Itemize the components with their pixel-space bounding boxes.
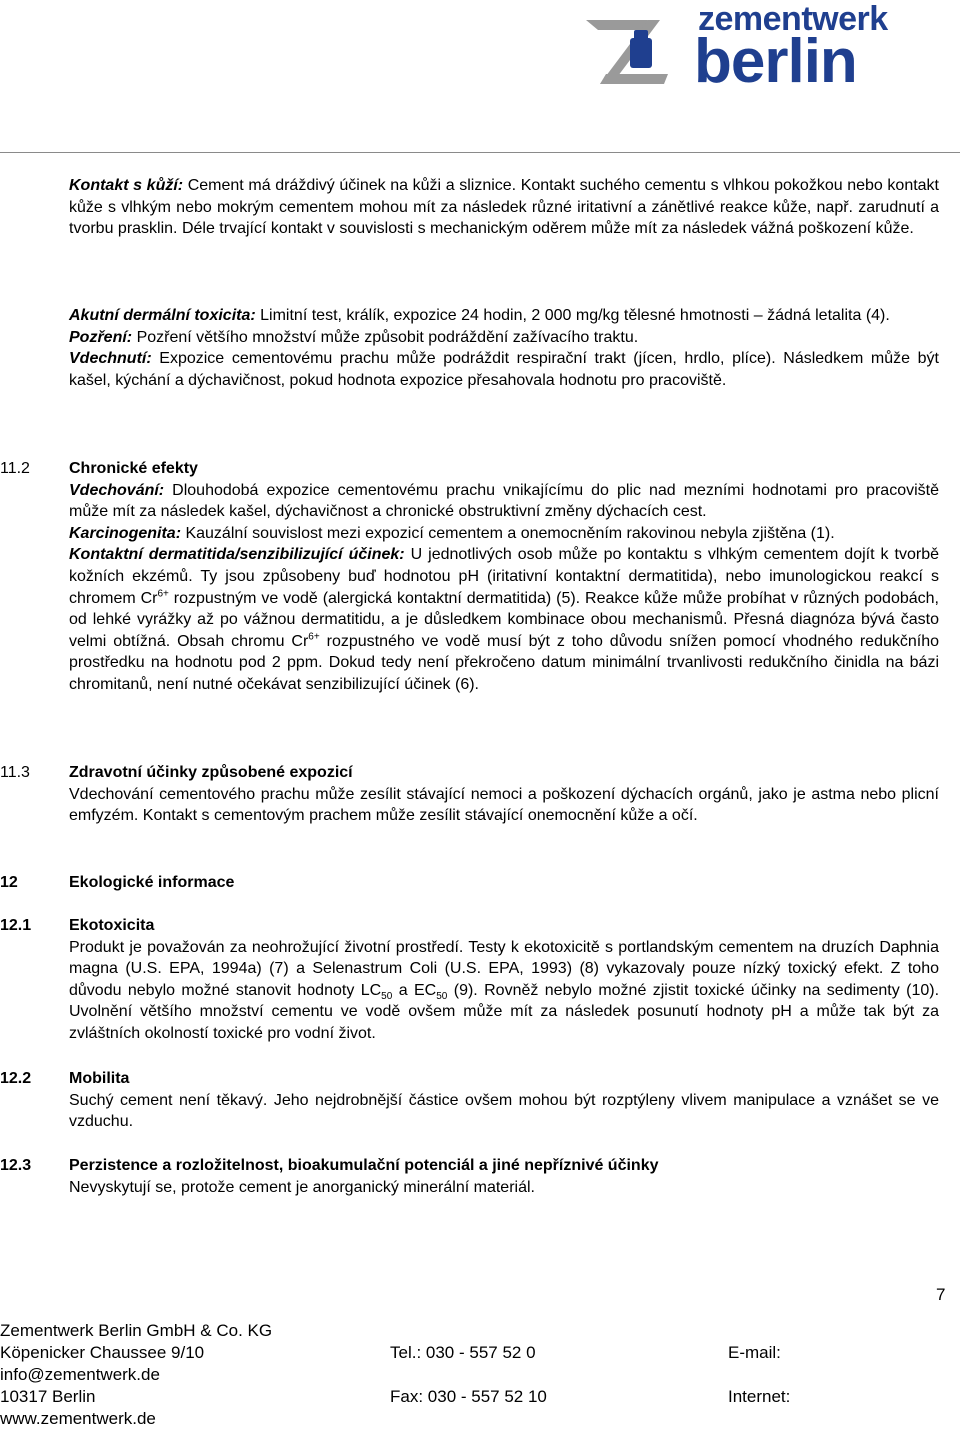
section-number-11-3: 11.3: [0, 764, 30, 781]
section-12-3: [0, 1155, 939, 1198]
superscript-6plus: 6+: [308, 631, 320, 643]
logo-text-zementwerk: zementwerk: [698, 0, 888, 38]
footer-city: 10317 Berlin: [0, 1387, 96, 1406]
text-vdechovani: Dlouhodobá expozice cementovému prachu vnikajícímu do plic nad mezními hodnotami pro pracoviště může mít za následek kašel, dýchavičnost a chronické obstruktivní změny dýchacích cest.: [69, 481, 939, 521]
heading-perzistence: Perzistence a rozložitelnost, bioakumulační potenciál a jiné nepříznivé účinky: [69, 1157, 659, 1174]
heading-zdravotni-ucinky: Zdravotní účinky způsobené expozicí: [69, 764, 353, 781]
text-kontakt-s-kuzi: Cement má dráždivý účinek na kůži a sliznice. Kontakt suchého cementu s vlhkou pokožkou nebo kontakt kůže s vlhkým nebo mokrým cementem mohou mít za následek různé iritativní a zánětlivé reakce kůže, např. zarudnutí a tvorbu prasklin. Déle trvající kontakt v souvislosti s mechanickým oděrem může mít za následek vážná poškození kůže.: [69, 177, 940, 238]
text-vdechnuti: Expozice cementovému prachu může podráždit respirační trakt (jícen, hrdlo, plíce). Následkem může být kašel, kýchání a dýchavičnost, pokud hodnota expozice přesahovala hodnotu pro pracoviště.: [69, 350, 939, 389]
footer-email-label: E-mail:: [728, 1343, 781, 1362]
subscript-50: 50: [436, 990, 448, 1002]
header-divider: [0, 152, 960, 153]
label-akutni-toxicita: Akutní dermální toxicita:: [69, 307, 256, 324]
heading-chronicke-efekty: Chronické efekty: [69, 460, 198, 477]
footer-web-link[interactable]: www.zementwerk.de: [0, 1409, 156, 1428]
section-number-12-3: 12.3: [0, 1157, 32, 1174]
label-vdechovani: Vdechování:: [69, 481, 165, 499]
section-11-3: [0, 762, 939, 827]
company-logo: [578, 0, 938, 96]
label-dermatitida: Kontaktní dermatitida/senzibilizující účinek:: [69, 546, 405, 564]
subscript-50: 50: [381, 990, 393, 1002]
footer-company: Zementwerk Berlin GmbH & Co. KG: [0, 1321, 273, 1340]
text-zdravotni-ucinky: Vdechování cementového prachu může zesílit stávající nemoci a poškození dýchacích orgánů, jako je astma nebo plicní emfyzém. Kontakt s cementovým prachem může zesílit stávající onemocnění kůže a očí.: [69, 785, 939, 825]
text-mobilita: Suchý cement není těkavý. Jeho nejdrobnější částice ovšem mohou být rozptýleny vlivem manipulace a vznášet se ve vzduchu.: [69, 1091, 939, 1131]
logo-text-berlin: berlin: [694, 27, 857, 96]
section-12: [0, 872, 939, 894]
label-pozreni: Pozření:: [69, 328, 133, 346]
section-number-12-2: 12.2: [0, 1070, 32, 1087]
heading-ekotoxicita: Ekotoxicita: [69, 917, 155, 934]
text-ekotoxicita-1: Produkt je považován za neohrožující životní prostředí. Testy k ekotoxicitě s portlandským cementem na druzích Daphnia magna (U.S. EPA, 1994a) (7) a Selenastrum Coli (U.S. EPA, 1993) (8) vykazovaly pouze nízký toxický efekt. Z toho důvodu nebylo možné stanovit hodnoty LC: [69, 938, 939, 999]
footer-internet-label: Internet:: [728, 1387, 791, 1406]
section-kontakt-s-kuzi: [69, 175, 939, 240]
footer-tel: Tel.: 030 - 557 52 0: [390, 1343, 536, 1362]
footer-email-link[interactable]: info@zementwerk.de: [0, 1365, 160, 1384]
label-karcinogenita: Karcinogenita:: [69, 524, 182, 542]
text-dermatitida-2: rozpustným ve vodě (alergická kontaktní dermatitida) (5). Reakce kůže může probíhat v různých podobách, od lehké vyrážky až po vážnou dermatitidu, a je důsledkem kombinace obou mechanismů. Přesná diagnóza bývá často velmi obtížná. Obsah chromu Cr: [69, 589, 939, 650]
footer-street: Köpenicker Chaussee 9/10: [0, 1343, 205, 1362]
text-dermatitida-1: U jednotlivých osob může po kontaktu s vlhkým cementem dojít k tvorbě kožních ekzémů. Ty jsou způsobeny buď hodnotou pH (iritativní kontaktní dermatitida), nebo imunologickou reakcí s chromem Cr: [69, 546, 940, 607]
label-vdechnuti: Vdechnutí:: [69, 350, 152, 368]
text-pozreni: Pozření většího množství může způsobit podráždění zažívacího traktu.: [132, 328, 639, 346]
text-karcinogenita: Kauzální souvislost mezi expozicí cementem a onemocněním rakovinou nebyla zjištěna (1).: [181, 524, 835, 542]
text-akutni-toxicita: Limitní test, králík, expozice 24 hodin, 2 000 mg/kg tělesné hmotnosti – žádná letalita (4).: [255, 307, 890, 324]
label-kontakt-s-kuzi: Kontakt s kůží:: [69, 177, 184, 194]
text-perzistence: Nevyskytují se, protože cement je anorganický minerální materiál.: [69, 1178, 535, 1196]
footer-fax: Fax: 030 - 557 52 10: [390, 1387, 547, 1406]
section-akutni-toxicita: [69, 305, 939, 391]
section-number-12: 12: [0, 874, 18, 891]
superscript-6plus: 6+: [157, 588, 169, 600]
heading-ekologicke-informace: Ekologické informace: [69, 874, 235, 891]
text-dermatitida-3: rozpustného ve vodě musí být z toho důvodu snížen pomocí vhodného redukčního prostředku na hodnotu pod 2 ppm. Dokud tedy není překročeno datum minimální trvanlivosti redukčního činidla na bázi chromitanů, není nutné očekávat senzibilizující účinek (6).: [69, 632, 940, 693]
section-number-11-2: 11.2: [0, 460, 30, 477]
section-12-1: [0, 915, 940, 1045]
logo-mark-icon: [578, 0, 698, 92]
section-number-12-1: 12.1: [0, 917, 32, 934]
section-11-2: [0, 458, 940, 696]
text-ekotoxicita-3: (9). Rovněž nebylo možné zjistit toxické účinky na sedimenty (10). Uvolnění většího množství cementu ve vodě ovšem může mít za následek posunutí hodnoty pH a může tak být za zvláštních okolností toxické pro vodní život.: [69, 981, 940, 1042]
section-12-2: [0, 1068, 939, 1133]
page-number: 7: [936, 1285, 946, 1304]
text-ekotoxicita-2: a EC: [392, 981, 437, 999]
heading-mobilita: Mobilita: [69, 1070, 130, 1087]
